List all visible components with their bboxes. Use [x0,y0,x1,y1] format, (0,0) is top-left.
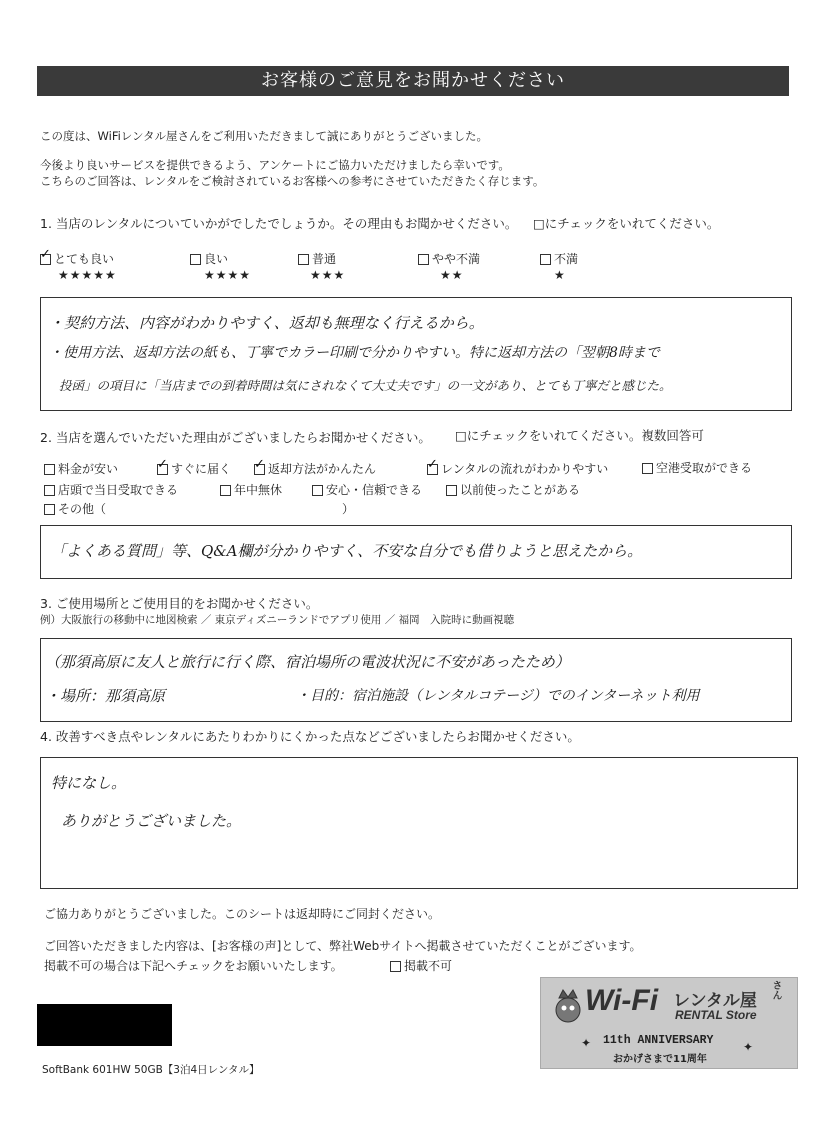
intro-line-1: この度は、WiFiレンタル屋さんをご利用いただきまして誠にありがとうございました。 [40,129,489,143]
wifi-rental-logo [540,977,798,1069]
mascot-icon [553,988,583,1024]
opt-out-option[interactable]: 掲載不可 [390,957,452,974]
checkbox-icon[interactable] [44,504,55,515]
footer-notice-2: 掲載不可の場合は下記へチェックをお願いいたします。 [44,959,343,973]
q3-answer-place: ・場所：那須高原 [45,687,166,705]
q2-instruction: □にチェックをいれてください。複数回答可 [455,428,704,443]
q3-example: 例）大阪旅行の移動中に地図検索 ／ 東京ディズニーランドでアプリ使用 ／ 福岡 入院時に動画視聴 [40,614,515,626]
q2-option-other[interactable]: その他（ [44,500,106,517]
q4-answer-line-2: ありがとうございました。 [61,812,242,830]
intro-line-3: こちらのご回答は、レンタルをご検討されているお客様への参考にさせていただきたく存じます。 [40,174,545,188]
checkbox-icon[interactable] [44,464,55,475]
q1-option-average[interactable]: 普通 [298,250,336,267]
checkbox-icon[interactable] [220,485,231,496]
logo-jp-name: レンタル屋 [673,991,757,1011]
q4-answer-box[interactable] [40,757,798,889]
q1-option-slightly-unsatisfied[interactable]: やや不満 [418,250,480,267]
q2-option-store-pickup[interactable]: 店頭で当日受取できる [44,481,178,498]
intro-line-2: 今後より良いサービスを提供できるよう、アンケートにご協力いただけましたら幸いです。 [40,158,510,172]
q1-answer-line-1: ・契約方法、内容がわかりやすく、返却も無理なく行えるから。 [49,314,484,332]
q2-option-open-year-round[interactable]: 年中無休 [220,481,282,498]
logo-brand: Wi-Fi [585,984,659,1017]
q1-answer-box[interactable] [40,297,792,411]
q2-option-cheap[interactable]: 料金が安い [44,460,118,477]
q3-answer-line-1: （那須高原に友人と旅行に行く際、宿泊場所の電波状況に不安があったため） [45,653,570,671]
q2-option-trustworthy[interactable]: 安心・信頼できる [312,481,422,498]
checkbox-icon[interactable] [446,485,457,496]
q1-option-good[interactable]: 良い [190,250,228,267]
q4-answer-line-1: 特になし。 [51,774,127,792]
q1-stars-4: ★★★★ [204,268,252,282]
q2-option-airport-pickup[interactable]: 空港受取ができる [642,459,752,476]
checkbox-checked-icon[interactable] [40,254,51,265]
logo-anniversary-thanks: おかげさまで11周年 [613,1054,707,1065]
q2-option-easy-return[interactable]: ✓ 返却方法がかんたん [254,460,376,477]
checkbox-icon[interactable] [190,254,201,265]
footer-notice-1: ご回答いただきました内容は、[お客様の声]として、弊社Webサイトへ掲載させていただくことがございます。 [44,939,642,953]
q1-instruction: □にチェックをいれてください。 [533,216,720,231]
q1-answer-line-2: ・使用方法、返却方法の紙も、丁寧でカラー印刷で分かりやすい。特に返却方法の「翌朝8時まで [49,345,660,361]
q1-stars-5: ★★★★★ [58,268,117,282]
q1-question: 1. 当店のレンタルについていかがでしたでしょうか。その理由もお聞かせください。 [40,216,518,231]
q1-option-very-good[interactable]: ✓とても良い [40,250,114,267]
q2-option-used-before[interactable]: 以前使ったことがある [446,481,580,498]
q2-answer-text: 「よくある質問」等、Q&A欄が分かりやすく、不安な自分でも借りようと思えたから。 [51,542,643,560]
page-title: お客様のご意見をお聞かせください [37,66,789,96]
q2-answer-box[interactable] [40,525,792,579]
rental-info: SoftBank 601HW 50GB【3泊4日レンタル】 [42,1064,260,1076]
logo-anniversary: 11th ANNIVERSARY [603,1034,714,1047]
checkbox-icon[interactable] [418,254,429,265]
q1-stars-3: ★★★ [310,268,346,282]
footer-thanks: ご協力ありがとうございました。このシートは返却時にご同封ください。 [44,907,441,921]
q2-option-clear-flow[interactable]: ✓ レンタルの流れがわかりやすい [427,460,608,477]
q3-question: 3. ご使用場所とご使用目的をお聞かせください。 [40,596,319,611]
checkbox-checked-icon[interactable] [157,464,168,475]
q1-answer-line-3: 投函」の項目に「当店までの到着時間は気にされなくて大丈夫です」の一文があり、とても丁寧だと感じた。 [59,378,672,393]
logo-en-name: RENTAL Store [675,1008,757,1022]
checkbox-icon[interactable] [540,254,551,265]
q1-stars-2: ★★ [440,268,464,282]
q3-answer-box[interactable] [40,638,792,722]
q2-question: 2. 当店を選んでいただいた理由がございましたらお聞かせください。 [40,430,431,445]
sparkle-icon: ✦ [581,1036,592,1050]
checkbox-checked-icon[interactable] [254,464,265,475]
checkbox-icon[interactable] [390,961,401,972]
checkbox-icon[interactable] [642,463,653,474]
checkbox-icon[interactable] [44,485,55,496]
q2-option-fast-delivery[interactable]: ✓ すぐに届く [157,460,231,477]
checkbox-icon[interactable] [298,254,309,265]
q1-stars-1: ★ [554,268,566,282]
q1-option-unsatisfied[interactable]: 不満 [540,250,578,267]
q2-other-close: ） [342,502,355,516]
sparkle-icon: ✦ [743,1040,754,1054]
checkbox-icon[interactable] [312,485,323,496]
checkbox-checked-icon[interactable] [427,464,438,475]
redacted-block [37,1004,172,1046]
q4-question: 4. 改善すべき点やレンタルにあたりわかりにくかった点などございましたらお聞かせください。 [40,729,580,744]
logo-san: さん [770,980,781,1000]
q3-answer-purpose: ・目的：宿泊施設（レンタルコテージ）でのインターネット利用 [296,688,700,704]
